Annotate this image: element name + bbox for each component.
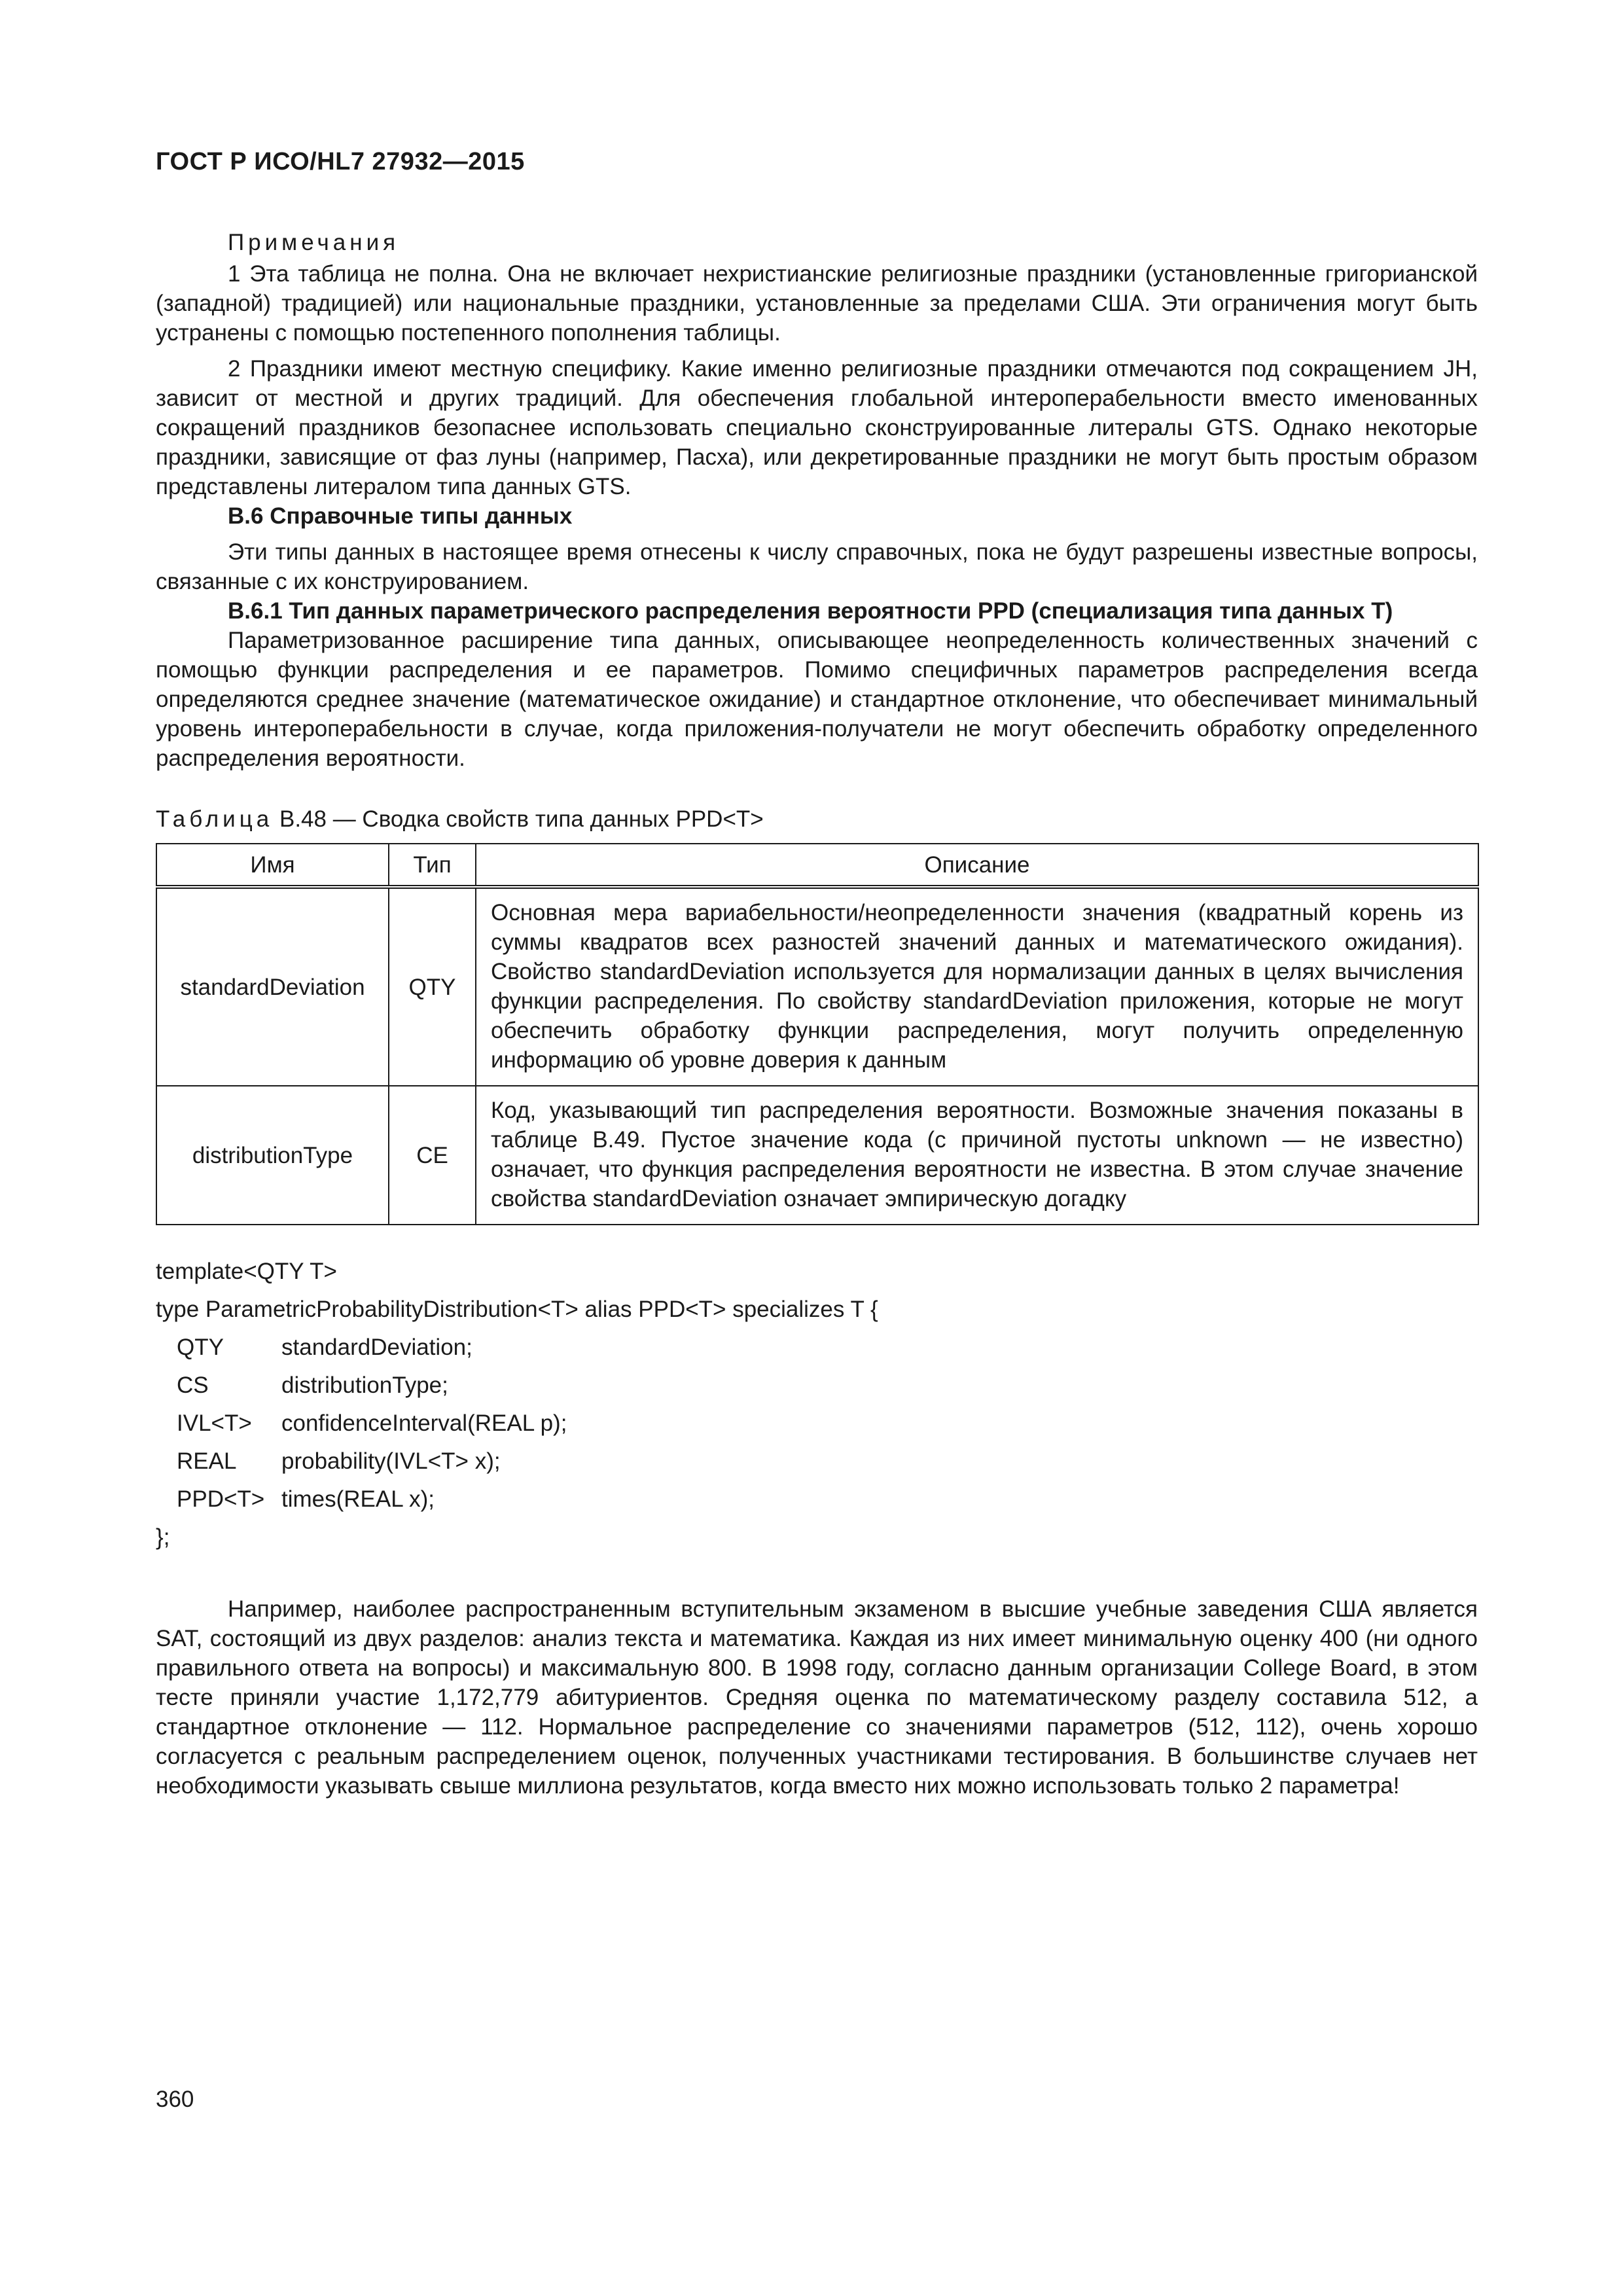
table-row (156, 887, 1478, 1086)
code-member (156, 1443, 1478, 1480)
code-member (156, 1405, 1478, 1443)
cell-description: Основная мера вариабельности/неопределенности значения (квадратный корень из суммы квадратов всех разностей значений данных и математического ожидания). Свойство standardDeviation используется для нормализации данных в целях вычисления функции распределения. По свойству standardDeviation приложения, которые не могут обеспечить обработку функции распределения, могут получить определенную информацию об уровне доверия к данным (476, 887, 1478, 1086)
column-header-name: Имя (156, 844, 389, 887)
code-member-type: CS (177, 1372, 209, 1398)
section-b61-heading: B.6.1 Тип данных параметрического распределения вероятности PPD (специализация типа данных T) (228, 598, 1393, 624)
section-b6-text: Эти типы данных в настоящее время отнесены к числу справочных, пока не будут разрешены известные вопросы, связанные с их конструированием. (156, 539, 1478, 594)
code-member-type: QTY (177, 1335, 224, 1360)
page-number: 360 (156, 2087, 194, 2112)
cell-description: Код, указывающий тип распределения вероятности. Возможные значения показаны в таблице B.49. Пустое значение кода (с причиной пустоты unknown — не известно) означает, что функция распределения вероятности не известна. В этом случае значение свойства standardDeviation означает эмпирическую догадку (476, 1086, 1478, 1225)
example-paragraph: Например, наиболее распространенным вступительным экзаменом в высшие учебные заведения США является SAT, состоящий из двух разделов: анализ текста и математика. Каждая из них имеет минимальную оценку 400 (ни одного правильного ответа на вопросы) и максимальную 800. В 1998 году, согласно данным организации College Board, в этом тесте приняли участие 1,172,779 абитуриентов. Средняя оценка по математическому разделу составила 512, а стандартное отклонение — 112. Нормальное распределение со значениями параметров (512, 112), очень хорошо согласуется с реальным распределением оценок, полученных участниками тестирования. В большинстве случаев нет необходимости указывать свыше миллиона результатов, когда вместо них можно использовать только 2 параметра! (156, 1596, 1478, 1799)
table-caption (156, 804, 1478, 834)
column-header-description: Описание (476, 844, 1478, 887)
code-member (156, 1480, 1478, 1518)
code-member (156, 1367, 1478, 1405)
code-member-name: standardDeviation; (281, 1335, 473, 1360)
section-b61-text: Параметризованное расширение типа данных, описывающее неопределенность количественных значений с помощью функции распределения и ее параметров. Помимо специфичных параметров распределения всегда определяются среднее значение (математическое ожидание) и стандартное отклонение, что обеспечивает минимальный уровень интероперабельности в случае, когда приложения-получатели не могут обеспечить обработку определенного распределения вероятности. (156, 628, 1478, 771)
code-member-type: IVL<T> (177, 1410, 252, 1436)
cell-type: QTY (389, 887, 476, 1086)
section-b6-heading: B.6 Справочные типы данных (228, 503, 573, 529)
column-header-type: Тип (389, 844, 476, 887)
type-definition-code (156, 1253, 1478, 1556)
table-caption-label: Таблица (156, 806, 274, 832)
code-member-name: probability(IVL<T> x); (281, 1448, 501, 1474)
table-header-row (156, 844, 1478, 887)
code-member-name: times(REAL x); (281, 1486, 435, 1512)
code-member-name: distributionType; (281, 1372, 448, 1398)
code-member-name: confidenceInterval(REAL p); (281, 1410, 567, 1436)
code-member (156, 1329, 1478, 1367)
cell-name: distributionType (156, 1086, 389, 1225)
code-closing-brace: }; (156, 1524, 170, 1550)
table-caption-text: B.48 — Сводка свойств типа данных PPD<T> (279, 806, 764, 832)
ppd-properties-table (156, 843, 1479, 1225)
cell-name: standardDeviation (156, 887, 389, 1086)
page-content (156, 228, 1478, 1801)
document-header-title: ГОСТ Р ИСО/HL7 27932—2015 (156, 148, 525, 175)
cell-type: CE (389, 1086, 476, 1225)
code-line-template: template<QTY T> (156, 1259, 337, 1284)
table-row (156, 1086, 1478, 1225)
code-line-type-declaration: type ParametricProbabilityDistribution<T> alias PPD<T> specializes T { (156, 1297, 878, 1322)
code-member-type: PPD<T> (177, 1486, 265, 1512)
note-2: 2 Праздники имеют местную специфику. Какие именно религиозные праздники отмечаются под сокращением JH, зависит от местной и других традиций. Для обеспечения глобальной интероперабельности вместо именованных сокращений праздников безопаснее использовать специально сконструированные литералы GTS. Однако некоторые праздники, зависящие от фаз луны (например, Пасха), или декретированные праздники не могут быть простым образом представлены литералом типа данных GTS. (156, 356, 1478, 499)
note-1: 1 Эта таблица не полна. Она не включает нехристианские религиозные праздники (установленные григорианской (западной) традицией) или национальные праздники, установленные за пределами США. Эти ограничения могут быть устранены с помощью постепенного пополнения таблицы. (156, 261, 1478, 346)
notes-title: Примечания (228, 230, 400, 255)
code-member-type: REAL (177, 1448, 237, 1474)
